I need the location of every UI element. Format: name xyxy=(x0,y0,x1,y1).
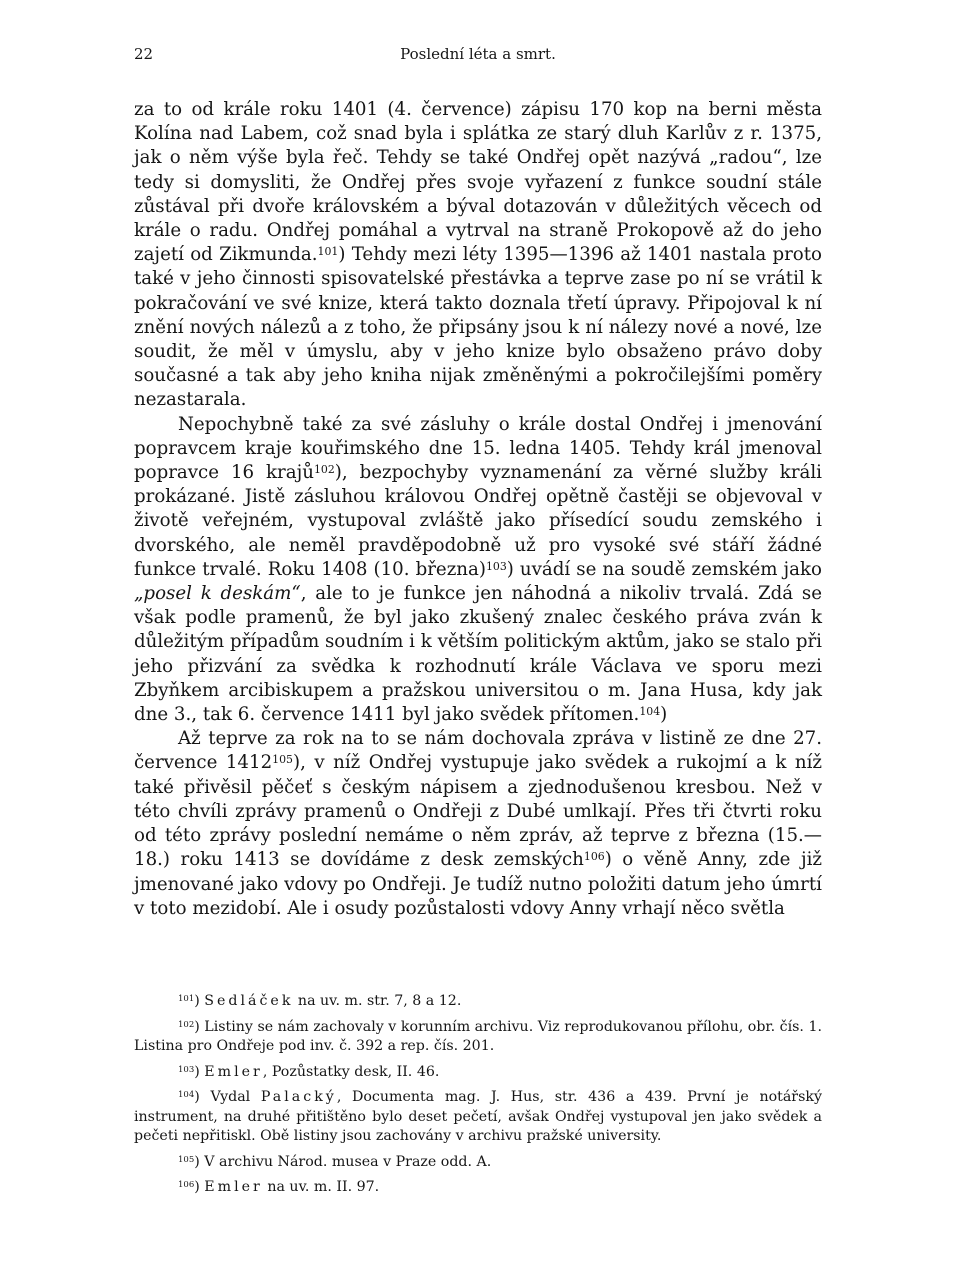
author-name: Palacký xyxy=(260,1089,337,1105)
text-run: ), bezpochyby vyznamenání za věrné služby králi prokázané. Jistě zásluhou královou Ondřej opětně častěji se objevoval v životě veřejném, vystupoval zvláště jako přísedící soudu zemského i dvorského, ale neměl pravděpodobně už pro vysoké své stáří žádné funkce trvalé. Roku 1408 (10. března) xyxy=(134,462,822,580)
paragraph-2 xyxy=(134,413,822,728)
text-run: , ale to je funkce jen náhodná a nikoliv trvalá. Zdá se však podle pramenů, že byl jako zkušený znalec českého práva zván k důležitým případům soudním i k větším politickým aktům, jako se stalo při jeho přizvání za svědka k rozhodnutí krále Václava ve sporu mezi Zbyňkem arcibiskupem a pražskou universitou o m. Jana Husa, kdy jak dne 3., tak 6. července 1411 byl jako svědek přítomen. xyxy=(134,583,822,726)
footnote-reference: 104 xyxy=(178,1090,195,1101)
text-run: ) xyxy=(194,1063,205,1080)
page-number: 22 xyxy=(134,45,154,63)
footnote-reference: 102 xyxy=(313,463,335,477)
text-run: Až teprve za rok na to se nám dochovala zpráva v listině ze dne 27. července 1412 xyxy=(134,728,822,774)
text-run: ) Vydal xyxy=(194,1089,261,1105)
page-header xyxy=(134,45,822,69)
text-run: na uv. m. str. 7, 8 a 12. xyxy=(293,993,462,1009)
footnotes xyxy=(134,992,822,1204)
text-run: ) Listiny se nám zachovaly v korunním archivu. Viz reprodukovanou přílohu, obr. čís. 1. Listina pro Ondřeje pod inv. č. 392 a rep. čís. 201. xyxy=(134,1018,822,1054)
paragraph-3 xyxy=(134,727,822,921)
text-run: , Documenta mag. J. Hus, str. 436 a 439. První je notářský instrument, na druhé přitištěno bylo deset pečetí, avšak Ondřej vystupoval jen jako svědek a pečeti nepřitiskl. Obě listiny jsou zachovány v archivu pražské university. xyxy=(134,1089,822,1144)
text-run: ) Tehdy mezi léty 1395—1396 až 1401 nastala proto také v jeho činnosti spisovatelské přestávka a teprve zase po ní se vrátil k pokračování ve své knize, která takto doznala třetí úpravy. Připojoval k ní znění nových nálezů a z toho, že připsány jsou k ní nálezy nové a nové, lze soudit, že měl v úmyslu, aby v jeho knize bylo obsaženo právo doby současné a tak aby jeho kniha nijak změněnými a pokročilejšími poměry nezastarala. xyxy=(134,244,823,411)
footnote-reference: 103 xyxy=(178,1064,195,1075)
footnote-reference: 104 xyxy=(639,705,661,719)
footnote-105 xyxy=(134,1153,822,1173)
author-name: Sedláček xyxy=(204,993,294,1009)
footnote-104 xyxy=(134,1088,822,1147)
text-run: ) xyxy=(660,704,668,726)
text-run: , Pozůstatky desk, II. 46. xyxy=(262,1063,440,1080)
footnote-reference: 106 xyxy=(178,1180,195,1191)
footnote-reference: 105 xyxy=(272,753,293,767)
author-name: Emler xyxy=(204,1179,263,1195)
footnote-reference: 105 xyxy=(178,1154,195,1165)
footnote-reference: 102 xyxy=(178,1019,195,1030)
footnote-101 xyxy=(134,992,822,1012)
text-run: ) V archivu Národ. musea v Praze odd. A. xyxy=(194,1153,492,1170)
text-run: za to od krále roku 1401 (4. července) zápisu 170 kop na berni města Kolína nad Labem, což snad byla i splátka ze starý dluh Karlův z r. 1375, jak o něm výše byla řeč. Tehdy se také Ondřej opět nazývá „radou“, lze tedy si domysliti, že Ondřej přes svoje vyřazení z funkce soudní stále zůstával při dvoře královském a býval dotazován v důležitých věcech od krále o radu. Ondřej pomáhal a vytrval na straně Prokopově až do jeho zajetí od Zikmunda. xyxy=(134,99,822,266)
footnote-reference: 101 xyxy=(178,994,195,1005)
paragraph-1 xyxy=(134,98,822,413)
footnote-106 xyxy=(134,1178,822,1198)
text-run: ), v níž Ondřej vystupuje jako svědek a rukojmí a k níž také přivěsil pěčeť s českým nápisem a zjednodušenou kresbou. Než v této chvíli zprávy pramenů o Ondřeji z Dubé umlkají. Přes tři čtvrti roku od této zprávy poslední nemáme o něm zpráv, až teprve z března (15.—18.) roku 1413 se dovídáme z desk zemských xyxy=(134,752,822,871)
italic-phrase: „posel k deskám“ xyxy=(134,583,301,605)
footnote-reference: 101 xyxy=(317,245,339,259)
text-run: Nepochybně také za své zásluhy o krále dostal Ondřej i jmenování popravcem kraje kouřimského dne 15. ledna 1405. Tehdy král jmenoval popravce 16 krajů xyxy=(134,413,822,484)
footnote-103 xyxy=(134,1063,822,1083)
text-run: ) xyxy=(194,1179,205,1195)
footnote-102 xyxy=(134,1018,822,1057)
body-text xyxy=(134,98,822,921)
author-name: Emler xyxy=(204,1063,263,1080)
running-title: Poslední léta a smrt. xyxy=(400,45,556,63)
footnote-reference: 103 xyxy=(485,559,507,573)
text-run: ) uvádí se na soudě zemském jako xyxy=(506,558,822,580)
text-run: ) xyxy=(194,993,205,1009)
text-run: ) o věně Anny, zde již jmenované jako vdovy po Ondřeji. Je tudíž nutno položiti datum jeho úmrtí v toto mezidobí. Ale i osudy pozůstalosti vdovy Anny vrhají něco světla xyxy=(134,849,822,919)
footnote-reference: 106 xyxy=(583,850,605,864)
text-run: na uv. m. II. 97. xyxy=(262,1179,380,1195)
